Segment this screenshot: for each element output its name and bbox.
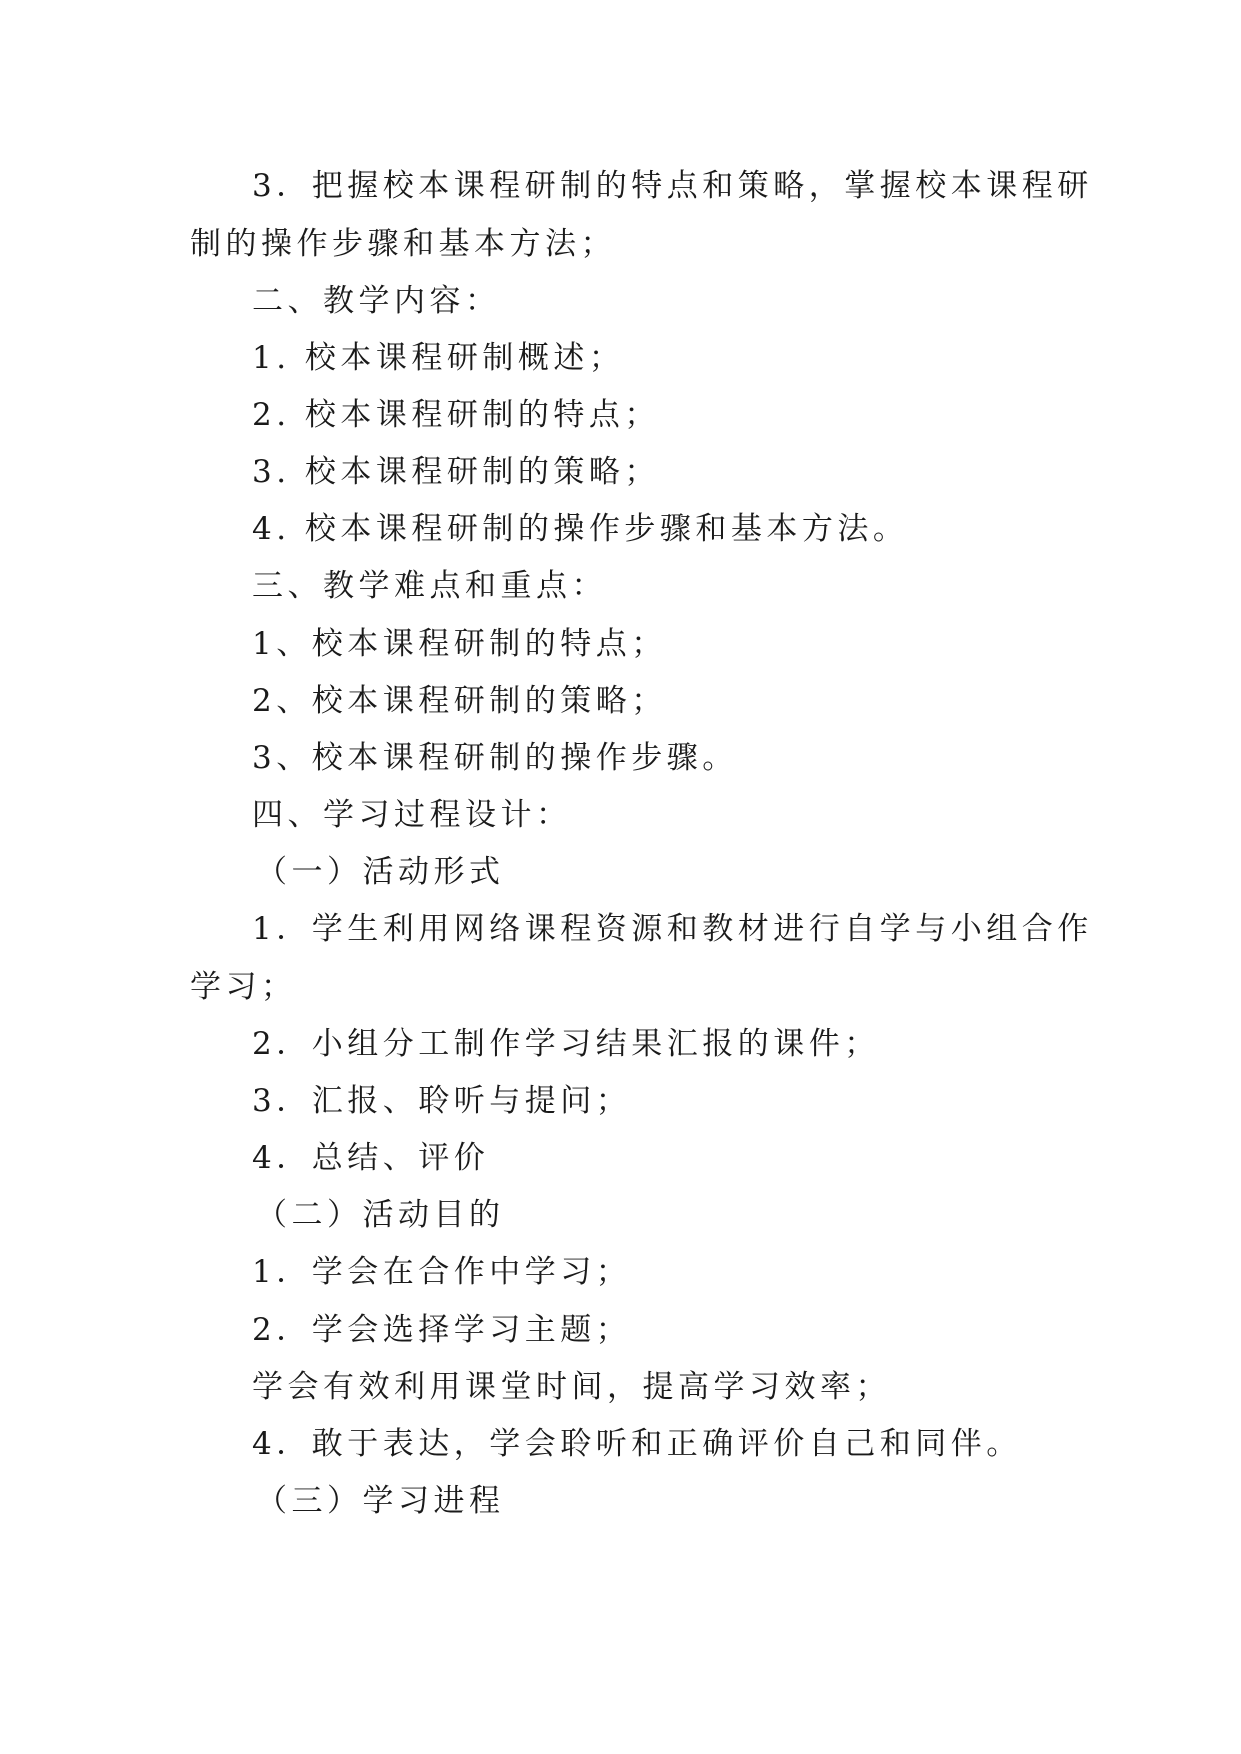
list-item: 3．汇报、聆听与提问； xyxy=(252,1083,632,1119)
list-item: 2. 校本课程研制的特点； xyxy=(252,397,660,433)
list-item: 4．敢于表达，学会聆听和正确评价自己和同伴。 xyxy=(252,1426,1022,1462)
list-item: 4. 校本课程研制的操作步骤和基本方法。 xyxy=(252,511,909,547)
list-item: 2、校本课程研制的策略； xyxy=(252,683,667,719)
list-item: 学会有效利用课堂时间，提高学习效率； xyxy=(252,1369,891,1405)
list-item: 1．学会在合作中学习； xyxy=(252,1254,632,1290)
list-item: 2．学会选择学习主题； xyxy=(252,1312,632,1348)
text-line: 3．把握校本课程研制的特点和策略，掌握校本课程研 xyxy=(252,168,1093,204)
section-heading: 四、学习过程设计： xyxy=(252,797,572,833)
list-item: 1．学生利用网络课程资源和教材进行自学与小组合作 xyxy=(252,911,1093,947)
list-item: 1、校本课程研制的特点； xyxy=(252,626,667,662)
subsection-heading: （二）活动目的 xyxy=(256,1197,505,1233)
section-heading: 三、教学难点和重点： xyxy=(252,568,607,604)
list-item: 3、校本课程研制的操作步骤。 xyxy=(252,740,738,776)
list-item: 1. 校本课程研制概述； xyxy=(252,340,625,376)
list-item: 3. 校本课程研制的策略； xyxy=(252,454,660,490)
list-item: 4．总结、评价 xyxy=(252,1140,490,1176)
section-heading: 二、教学内容： xyxy=(252,283,501,319)
text-line: 制的操作步骤和基本方法； xyxy=(190,226,616,262)
text-line: 学习； xyxy=(190,969,297,1005)
list-item: 2．小组分工制作学习结果汇报的课件； xyxy=(252,1026,880,1062)
subsection-heading: （一）活动形式 xyxy=(256,854,505,890)
subsection-heading: （三）学习进程 xyxy=(256,1483,505,1519)
